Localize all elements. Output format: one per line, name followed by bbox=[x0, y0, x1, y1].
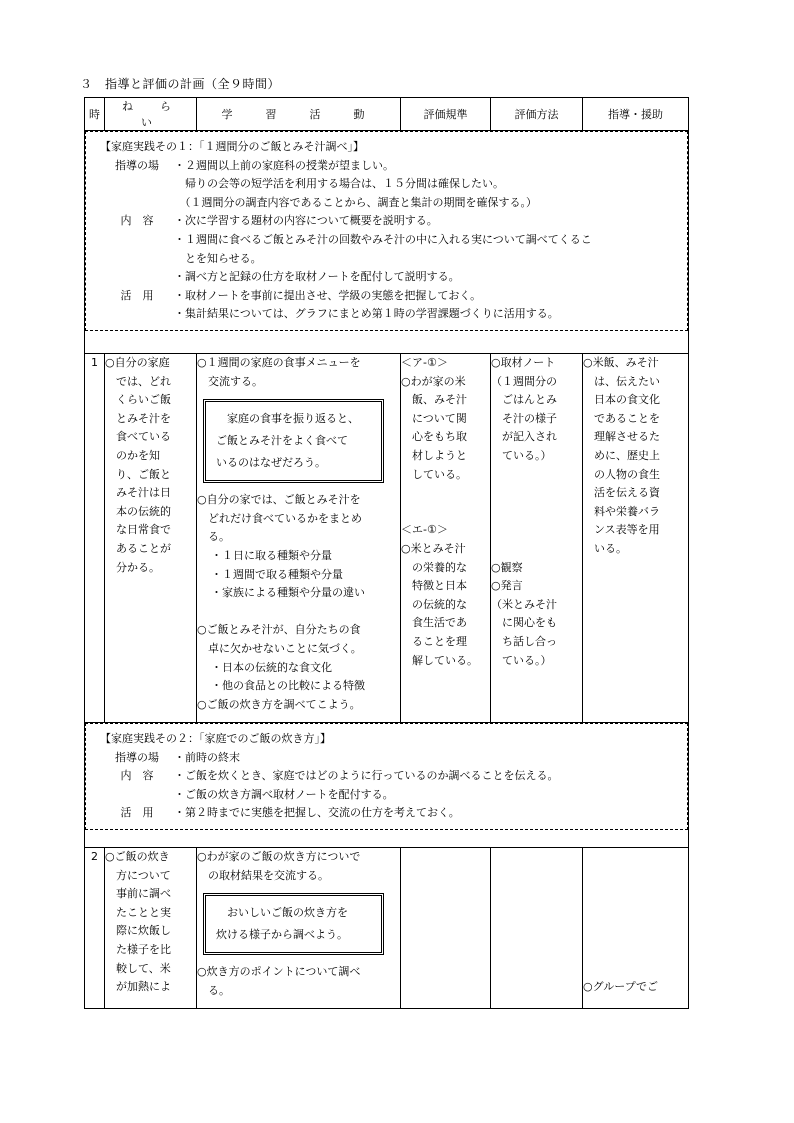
support-line: 日本の食文化 bbox=[594, 393, 660, 407]
criteria-line: ○わが家の米 bbox=[401, 374, 466, 388]
header-method: 評価方法 bbox=[491, 98, 583, 131]
method-line: ○発言 bbox=[491, 579, 523, 593]
note-row bbox=[100, 287, 677, 324]
note-title: 【家庭実践その１：「１週間分のご飯とみそ汁調べ」】 bbox=[100, 140, 364, 153]
support-line: は、伝えたい bbox=[594, 374, 660, 388]
method-line: ごはんとみ bbox=[502, 393, 557, 407]
activity-line: ○自分の家では、ご飯とみそ汁を bbox=[197, 493, 361, 507]
aim-cell bbox=[105, 354, 197, 723]
method-spacer bbox=[491, 540, 582, 559]
method-line: （１週間分の bbox=[491, 374, 557, 388]
activity-line: ・日本の伝統的な食文化 bbox=[211, 660, 332, 674]
activity-line: ○ご飯の炊き方を調べてこよう。 bbox=[197, 697, 361, 711]
activity-spacer bbox=[197, 603, 400, 622]
activity-line: ○炊き方のポイントについて調べ bbox=[197, 965, 361, 979]
criteria-line: について関 bbox=[412, 411, 467, 425]
header-support: 指導・援助 bbox=[583, 98, 689, 131]
hour-number: 2 bbox=[85, 848, 105, 1009]
question-line: いるのはなぜだろう。 bbox=[216, 456, 326, 470]
aim-line: 事前に調べ bbox=[116, 887, 171, 901]
activity-line: ○１週間の家庭の食事メニューを bbox=[197, 356, 361, 369]
activity-cell bbox=[197, 848, 401, 1009]
support-spacer bbox=[583, 867, 688, 886]
note-line: ・集計結果については、グラフにまとめ第１時の学習課題づくりに活用する。 bbox=[174, 307, 559, 321]
header-aim: ね ら い bbox=[105, 98, 197, 131]
activity-line: の取材結果を交流する。 bbox=[208, 868, 329, 882]
method-cell bbox=[491, 848, 583, 1009]
note-line: ・第２時までに実態を把握し、交流の仕方を考えておく。 bbox=[174, 806, 460, 820]
criteria-line: 解している。 bbox=[412, 653, 478, 667]
hour-number: 1 bbox=[85, 354, 105, 723]
criteria-line: 飯、みそ汁 bbox=[412, 393, 467, 407]
method-spacer bbox=[491, 484, 582, 503]
support-line: の人物の食生 bbox=[594, 467, 660, 481]
activity-line: ・１週間で取る種類や分量 bbox=[211, 567, 343, 581]
support-spacer bbox=[583, 848, 688, 867]
activity-line: ・他の食品との比較による特徴 bbox=[211, 679, 365, 693]
support-line: ンス表等を用 bbox=[594, 523, 660, 537]
aim-line: みそ汁は日 bbox=[116, 486, 171, 500]
criteria-spacer bbox=[401, 484, 490, 503]
home-practice-note-2 bbox=[85, 723, 688, 830]
method-line: に関心をも bbox=[502, 616, 557, 630]
method-line: ている。） bbox=[502, 448, 552, 462]
note-title: 【家庭実践その２：「家庭でのご飯の炊き方」】 bbox=[100, 732, 331, 745]
method-line: ち話し合っ bbox=[502, 634, 557, 648]
criteria-line: の伝統的な bbox=[412, 597, 467, 611]
note-line: ・次に学習する題材の内容について概要を説明する。 bbox=[174, 214, 438, 228]
note-line: ・１週間に食べるご飯とみそ汁の回数やみそ汁の中に入れる実について調べてくるこ bbox=[174, 232, 592, 246]
aim-line: た様子を比 bbox=[116, 942, 171, 956]
method-spacer bbox=[491, 466, 582, 485]
question-line: 家庭の食事を振り返ると、 bbox=[227, 412, 359, 426]
aim-line: 較して、米 bbox=[116, 961, 171, 975]
support-line: 活を伝える資 bbox=[594, 486, 660, 500]
activity-line: ○ご飯とみそ汁が、自分たちの食 bbox=[197, 623, 361, 637]
aim-line: くらいご飯 bbox=[116, 393, 171, 407]
note-label: 内 容 bbox=[120, 214, 154, 228]
support-line: ○グループでご bbox=[583, 980, 659, 994]
criteria-line: ○米とみそ汁 bbox=[401, 541, 466, 555]
support-cell bbox=[583, 354, 689, 723]
aim-line: あることが bbox=[116, 541, 171, 555]
note-line: ・調べ方と記録の仕方を取材ノートを配付して説明する。 bbox=[174, 270, 460, 284]
note-line: （１週間分の調査内容であることから、調査と集計の期間を確保する。） bbox=[174, 195, 537, 209]
support-spacer bbox=[583, 885, 688, 904]
note-label: 活 用 bbox=[120, 806, 154, 820]
lesson-row-2 bbox=[85, 848, 689, 1009]
aim-line: 食べている bbox=[116, 430, 171, 444]
aim-line: たことと実 bbox=[116, 905, 171, 919]
note-row bbox=[100, 767, 677, 804]
support-spacer bbox=[583, 941, 688, 960]
activity-line: 卓に欠かせないことに気づく。 bbox=[208, 641, 362, 655]
support-spacer bbox=[583, 904, 688, 923]
aim-cell bbox=[105, 848, 197, 1009]
aim-line: のかを知 bbox=[116, 448, 160, 462]
criteria-line: している。 bbox=[412, 467, 467, 481]
note-row bbox=[100, 804, 677, 823]
header-activity: 学 習 活 動 bbox=[197, 98, 401, 131]
activity-cell bbox=[197, 354, 401, 723]
method-line: （米とみそ汁 bbox=[491, 597, 557, 611]
header-criteria: 評価規準 bbox=[401, 98, 491, 131]
method-spacer bbox=[491, 503, 582, 522]
support-line: ○米飯、みそ汁 bbox=[583, 356, 659, 369]
method-line: そ汁の様子 bbox=[502, 411, 557, 425]
activity-line: ○わが家のご飯の炊き方についで bbox=[197, 850, 361, 863]
criteria-cell bbox=[401, 354, 491, 723]
header-row bbox=[85, 98, 689, 131]
criteria-line: 特徴と日本 bbox=[412, 579, 467, 593]
method-spacer bbox=[491, 521, 582, 540]
header-hour: 時 bbox=[85, 98, 105, 131]
learning-question-box bbox=[203, 399, 384, 483]
support-line: いる。 bbox=[594, 541, 627, 555]
criteria-line: 食生活であ bbox=[412, 616, 467, 630]
aim-line: 際に炊飯し bbox=[116, 924, 171, 938]
aim-line: な日常食で bbox=[116, 523, 171, 537]
question-line: 炊ける様子から調べよう。 bbox=[216, 928, 348, 942]
criteria-line: 材しようと bbox=[412, 448, 467, 462]
activity-line: 交流する。 bbox=[208, 374, 263, 388]
note-line: ・ご飯を炊くとき、家庭ではどのように行っているのか調べることを伝える。 bbox=[174, 769, 559, 783]
note-label: 活 用 bbox=[120, 288, 154, 302]
criteria-line: の栄養的な bbox=[412, 560, 467, 574]
note-row bbox=[100, 212, 677, 286]
activity-line: ・１日に取る種類や分量 bbox=[211, 548, 332, 562]
note-line: 帰りの会等の短学活を利用する場合は、１５分間は確保したい。 bbox=[174, 177, 504, 191]
method-cell bbox=[491, 354, 583, 723]
home-practice-row-2 bbox=[85, 723, 689, 848]
note-line: とを知らせる。 bbox=[174, 251, 262, 265]
activity-line: る。 bbox=[208, 983, 230, 997]
note-label: 指導の場 bbox=[115, 158, 159, 172]
note-line: ・取材ノートを事前に提出させ、学級の実態を把握しておく。 bbox=[174, 288, 482, 302]
learning-question-box bbox=[203, 893, 384, 955]
criteria-line: ることを理 bbox=[412, 634, 467, 648]
support-spacer bbox=[583, 922, 688, 941]
aim-line: とみそ汁を bbox=[116, 411, 171, 425]
criteria-line: ＜エ-①＞ bbox=[401, 523, 448, 537]
home-practice-note-1 bbox=[85, 131, 688, 331]
lesson-plan-table bbox=[84, 97, 689, 1009]
aim-line: 分かる。 bbox=[116, 560, 160, 574]
section-heading: ３ 指導と評価の計画（全９時間） bbox=[80, 77, 281, 91]
aim-line: では、どれ bbox=[116, 374, 171, 388]
activity-line: る。 bbox=[208, 530, 230, 544]
aim-line: が加熱によ bbox=[116, 980, 171, 994]
aim-line: 本の伝統的 bbox=[116, 504, 171, 518]
question-line: ご飯とみそ汁をよく食べて bbox=[216, 434, 348, 448]
support-line: 理解させるた bbox=[594, 430, 660, 444]
support-line: であることを bbox=[594, 411, 660, 425]
lesson-row-1 bbox=[85, 354, 689, 723]
support-line: 料や栄養バラ bbox=[594, 504, 660, 518]
support-cell bbox=[583, 848, 689, 1009]
criteria-line: 心をもち取 bbox=[412, 430, 467, 444]
method-line: ている。） bbox=[502, 653, 552, 667]
note-row bbox=[100, 749, 677, 768]
aim-line: 方について bbox=[116, 868, 171, 882]
aim-line: ○自分の家庭 bbox=[105, 356, 170, 369]
activity-line: ・家族による種類や分量の違い bbox=[211, 586, 365, 600]
support-spacer bbox=[583, 960, 688, 979]
note-label: 内 容 bbox=[120, 769, 154, 783]
method-line: ○取材ノート bbox=[491, 356, 556, 369]
note-line: ・ご飯の炊き方調べ取材ノートを配付する。 bbox=[174, 787, 394, 801]
note-line: ・前時の終末 bbox=[174, 750, 240, 764]
note-label: 指導の場 bbox=[115, 750, 159, 764]
criteria-cell bbox=[401, 848, 491, 1009]
home-practice-row-1 bbox=[85, 131, 689, 354]
activity-line: どれだけ食べているかをまとめ bbox=[208, 511, 362, 525]
aim-line: り、ご飯と bbox=[116, 467, 171, 481]
note-row bbox=[100, 157, 677, 213]
method-line: が記入され bbox=[502, 430, 557, 444]
method-line: ○観察 bbox=[491, 560, 523, 574]
aim-line: ○ご飯の炊き bbox=[105, 850, 170, 863]
criteria-line: ＜ア-①＞ bbox=[401, 356, 448, 369]
note-line: ・２週間以上前の家庭科の授業が望ましい。 bbox=[174, 158, 394, 172]
criteria-spacer bbox=[401, 503, 490, 522]
question-line: おいしいご飯の炊き方を bbox=[227, 906, 348, 920]
support-line: めに、歴史上 bbox=[594, 448, 660, 462]
